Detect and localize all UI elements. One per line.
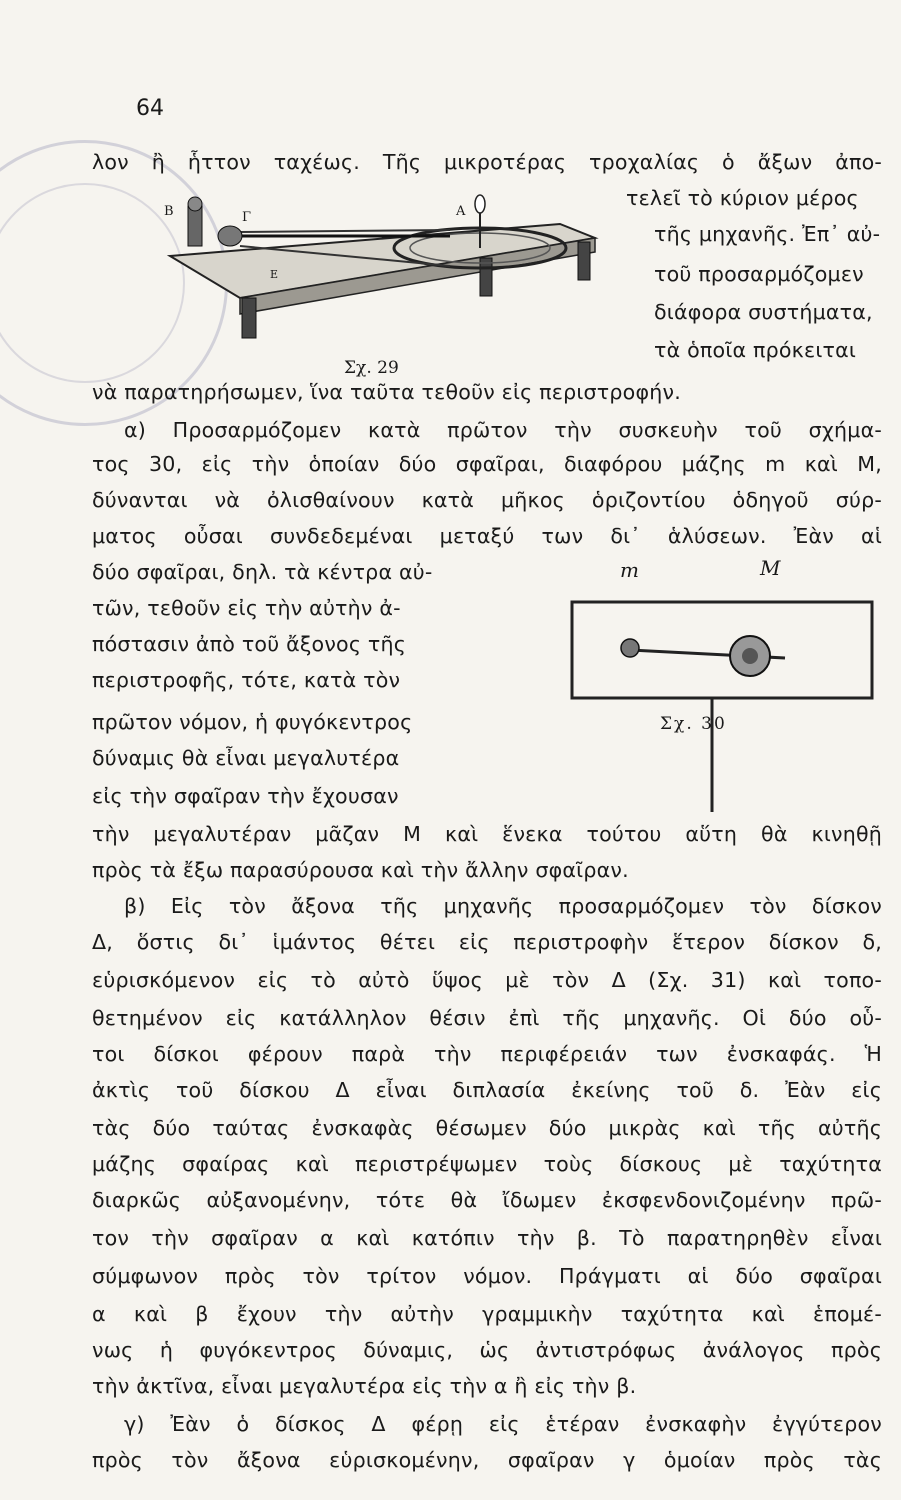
text-line-9: τος 30, εἰς τὴν ὁποίαν δύο σφαῖραι, διαφόρου μάζης m καὶ M, [92, 452, 882, 476]
figure-29-caption: Σχ. 29 [344, 358, 399, 378]
text-line-28: μάζης σφαίρας καὶ περιστρέψωμεν τοὺς δίσκους μὲ ταχύτητα [92, 1152, 882, 1176]
text-line-26: ἀκτὶς τοῦ δίσκου Δ εἶναι διπλασία ἐκείνης τοῦ δ. Ἐὰν εἰς [92, 1078, 882, 1102]
text-line-31: σύμφωνον πρὸς τὸν τρίτον νόμον. Πράγματι αἱ δύο σφαῖραι [92, 1264, 882, 1288]
text-line-25: τοι δίσκοι φέρουν παρὰ τὴν περιφέρειάν των ἐνσκαφάς. Ἡ [92, 1042, 882, 1066]
text-line-24: θετημένον εἰς κατάλληλον θέσιν ἐπὶ τῆς μηχανῆς. Οἱ δύο οὗ- [92, 1006, 882, 1030]
figure-29-drawing [150, 186, 610, 346]
text-line-23: εὑρισκόμενον εἰς τὸ αὐτὸ ὕψος μὲ τὸν Δ (Σχ. 31) καὶ τοπο- [92, 968, 882, 992]
text-line-14: πόστασιν ἀπὸ τοῦ ἄξονος τῆς [92, 632, 407, 656]
text-line-11: ματος οὖσαι συνδεδεμέναι μεταξύ των δι᾽ ἁλύσεων. Ἐὰν αἱ [92, 524, 882, 548]
text-line-17: δύναμις θὰ εἶναι μεγαλυτέρα [92, 746, 400, 770]
text-line-3: τῆς μηχανῆς. Ἐπ᾽ αὐ- [654, 222, 881, 246]
text-line-10: δύνανται νὰ ὀλισθαίνουν κατὰ μῆκος ὁριζοντίου ὁδηγοῦ σύρ- [92, 488, 882, 512]
text-line-13: τῶν, τεθοῦν εἰς τὴν αὐτὴν ἀ- [92, 596, 401, 620]
text-line-7: νὰ παρατηρήσωμεν, ἵνα ταῦτα τεθοῦν εἰς περιστροφήν. [92, 380, 681, 404]
text-line-34: τὴν ἀκτῖνα, εἶναι μεγαλυτέρα εἰς τὴν α ἢ εἰς τὴν β. [92, 1374, 637, 1398]
text-line-1: λον ἢ ἧττον ταχέως. Τῆς μικροτέρας τροχαλίας ὁ ἄξων ἀπο- [92, 150, 882, 174]
page-number: 64 [136, 96, 164, 121]
figure-30-caption: Σχ. 30 [660, 714, 727, 734]
text-line-32: α καὶ β ἔχουν τὴν αὐτὴν γραμμικὴν ταχύτητα καὶ ἑπομέ- [92, 1302, 882, 1326]
fig29-label-b: Β [164, 204, 174, 219]
text-line-30: τον τὴν σφαῖραν α καὶ κατόπιν τὴν β. Τὸ παρατηρηθὲν εἶναι [92, 1226, 882, 1250]
figure-30 [560, 552, 880, 812]
text-line-15: περιστροφῆς, τότε, κατὰ τὸν [92, 668, 401, 692]
figure-30-drawing [560, 552, 880, 812]
text-line-36: πρὸς τὸν ἄξονα εὑρισκομένην, σφαῖραν γ ὁμοίαν πρὸς τὰς [92, 1448, 882, 1472]
text-line-21: β) Εἰς τὸν ἄξονα τῆς μηχανῆς προσαρμόζομεν τὸν δίσκον [124, 894, 882, 918]
small-mass-label: m [620, 558, 639, 582]
text-line-8: α) Προσαρμόζομεν κατὰ πρῶτον τὴν συσκευὴν τοῦ σχήμα- [124, 418, 882, 442]
large-mass-label: M [760, 556, 781, 580]
text-line-20: πρὸς τὰ ἔξω παρασύρουσα καὶ τὴν ἄλλην σφαῖραν. [92, 858, 629, 882]
text-line-16: πρῶτον νόμον, ἡ φυγόκεντρος [92, 710, 413, 734]
text-line-5: διάφορα συστήματα, [654, 300, 873, 324]
fig29-label-g: Γ [242, 210, 252, 225]
text-line-27: τὰς δύο ταύτας ἐνσκαφὰς θέσωμεν δύο μικρὰς καὶ τῆς αὐτῆς [92, 1116, 882, 1140]
fig29-label-a: Α [456, 204, 466, 219]
fig29-label-e: Ε [270, 268, 279, 281]
text-line-6: τὰ ὁποῖα πρόκειται [654, 338, 857, 362]
text-line-29: διαρκῶς αὐξανομένην, τότε θὰ ἴδωμεν ἐκσφενδονιζομένην πρῶ- [92, 1188, 882, 1212]
text-line-19: τὴν μεγαλυτέραν μᾶζαν M καὶ ἕνεκα τούτου αὕτη θὰ κινηθῇ [92, 822, 882, 846]
text-line-35: γ) Ἐὰν ὁ δίσκος Δ φέρῃ εἰς ἑτέραν ἐνσκαφὴν ἐγγύτερον [124, 1412, 882, 1436]
text-line-4: τοῦ προσαρμόζομεν [654, 262, 864, 286]
text-line-2: τελεῖ τὸ κύριον μέρος [626, 186, 859, 210]
text-line-33: νως ἡ φυγόκεντρος δύναμις, ὡς ἀντιστρόφως ἀνάλογος πρὸς [92, 1338, 882, 1362]
text-line-18: εἰς τὴν σφαῖραν τὴν ἔχουσαν [92, 784, 399, 808]
text-line-12: δύο σφαῖραι, δηλ. τὰ κέντρα αὐ- [92, 560, 433, 584]
text-line-22: Δ, ὅστις δι᾽ ἱμάντος θέτει εἰς περιστροφὴν ἕτερον δίσκον δ, [92, 930, 882, 954]
figure-29 [150, 186, 610, 386]
